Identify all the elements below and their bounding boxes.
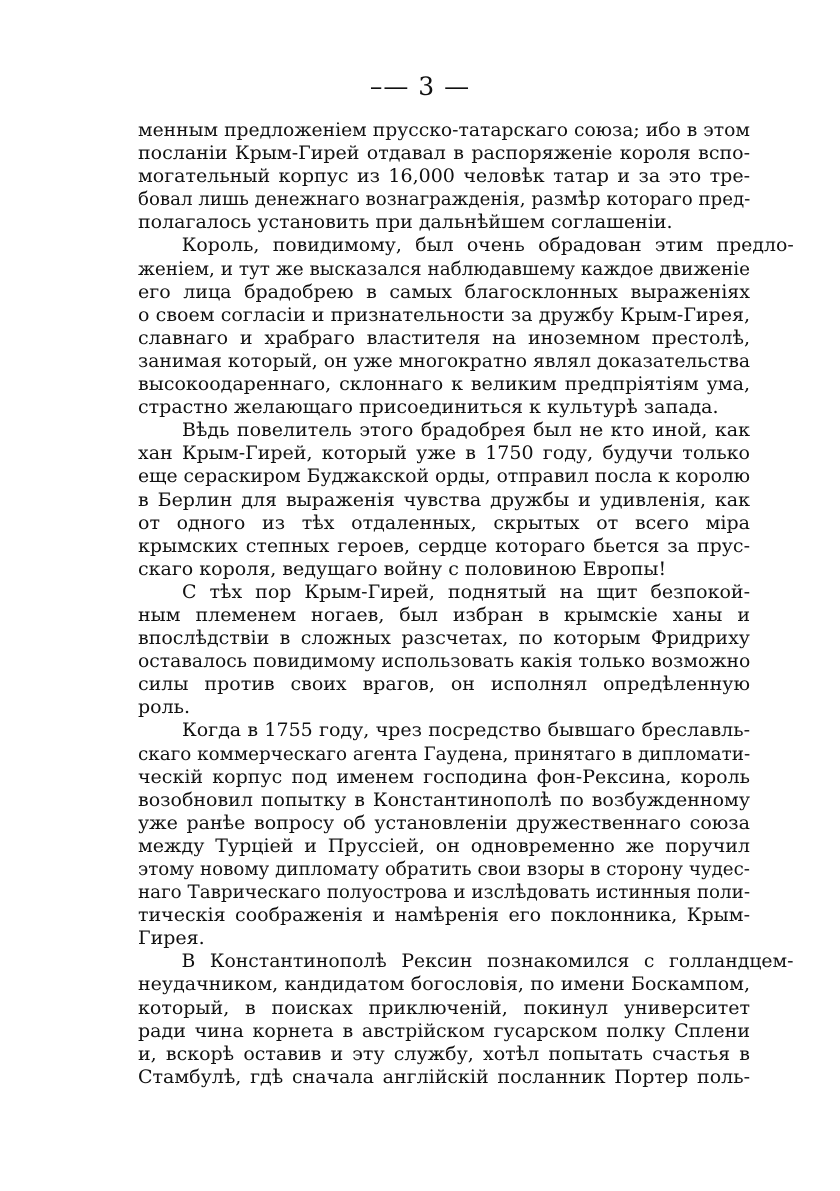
text-line: и, вскорѣ оставив и эту службу, хотѣл попытать счастья в (138, 1042, 750, 1065)
text-line: посланіи Крым-Гирей отдавал в распоряженіе короля вспо- (138, 142, 750, 165)
text-line: Король, повидимому, был очень обрадован этим предло- (181, 234, 794, 257)
text-line: в Берлин для выраженія чувства дружбы и удивленія, как (138, 488, 750, 511)
text-line: страстно желающаго присоединиться к культурѣ запада. (138, 396, 719, 419)
text-line: полагалось установить при дальнѣйшем соглашеніи. (138, 211, 673, 234)
text-line: скаго коммерческаго агента Гаудена, принятаго в дипломати- (138, 742, 751, 765)
text-line: который, в поисках приключеній, покинул университет (138, 996, 750, 1019)
text-line: его лица брадобрею в самых благосклонных выраженіях (138, 280, 750, 303)
text-line: бовал лишь денежнаго вознагражденія, размѣр котораго пред- (138, 188, 751, 211)
text-line: этому новому дипломату обратить свои взоры в сторону чудес- (138, 858, 750, 880)
text-line: Гирея. (138, 927, 205, 950)
text-line: В Константинополѣ Рексин познакомился с голландцем- (181, 950, 794, 973)
text-line: скаго короля, ведущаго войну с половиною Европы! (138, 557, 667, 580)
text-line: С тѣх пор Крым-Гирей, поднятый на щит безпокой- (182, 580, 750, 603)
text-line: еще сераскиром Буджакской орды, отправил посла к королю (138, 465, 751, 488)
text-line: могательный корпус из 16,000 человѣк татар и за это тре- (138, 165, 750, 188)
text-line: силы против своих врагов, он исполнял опредѣленную (138, 673, 750, 696)
text-line: от одного из тѣх отдаленных, скрытых от всего міра (138, 511, 750, 534)
text-line: наго Таврическаго полуострова и изслѣдовать истинныя поли- (138, 881, 751, 904)
text-line: менным предложеніем прусско-татарскаго союза; ибо в этом (138, 119, 750, 141)
page-number: –— 3 — (369, 72, 471, 101)
text-line: ческій корпус под именем господина фон-Рексина, король (138, 765, 750, 788)
text-line: неудачником, кандидатом богословія, по имени Боскампом, (138, 973, 750, 996)
text-line: между Турціей и Пруссіей, он одновременно же поручил (138, 834, 750, 857)
text-line: женіем, и тут же высказался наблюдавшему каждое движеніе (138, 257, 750, 280)
text-line: хан Крым-Гирей, который уже в 1750 году, будучи только (138, 442, 750, 465)
text-line: уже ранѣе вопросу об установленіи дружественнаго союза (138, 811, 750, 834)
text-line: Стамбулѣ, гдѣ сначала англійскій посланник Портер поль- (138, 1065, 750, 1088)
body-text (138, 119, 794, 1089)
text-line: Когда в 1755 году, чрез посредство бывшаго бреславль- (182, 719, 750, 742)
text-line: тическія соображенія и намѣренія его поклонника, Крым- (138, 904, 750, 927)
text-line: высокоодареннаго, склоннаго к великим предпріятіям ума, (138, 373, 750, 396)
text-line: Вѣдь повелитель этого брадобрея был не кто иной, как (182, 419, 750, 442)
text-line: впослѣдствіи в сложных разсчетах, по которым Фридриху (138, 627, 750, 650)
text-line: крымских степных героев, сердце котораго бьется за прус- (138, 534, 750, 557)
text-line: возобновил попытку в Константинополѣ по возбужденному (138, 788, 750, 811)
text-line: роль. (138, 696, 191, 719)
text-line: ным племенем ногаев, был избран в крымскіе ханы и (138, 603, 750, 626)
text-line: о своем согласіи и признательности за дружбу Крым-Гирея, (138, 303, 750, 326)
text-line: ради чина корнета в австрійском гусарском полку Сплени (138, 1019, 750, 1042)
text-line: оставалось повидимому использовать какія только возможно (138, 650, 751, 673)
text-line: славнаго и храбраго властителя на иноземном престолѣ, (138, 326, 750, 349)
text-line: занимая который, он уже многократно являл доказательства (138, 349, 751, 372)
